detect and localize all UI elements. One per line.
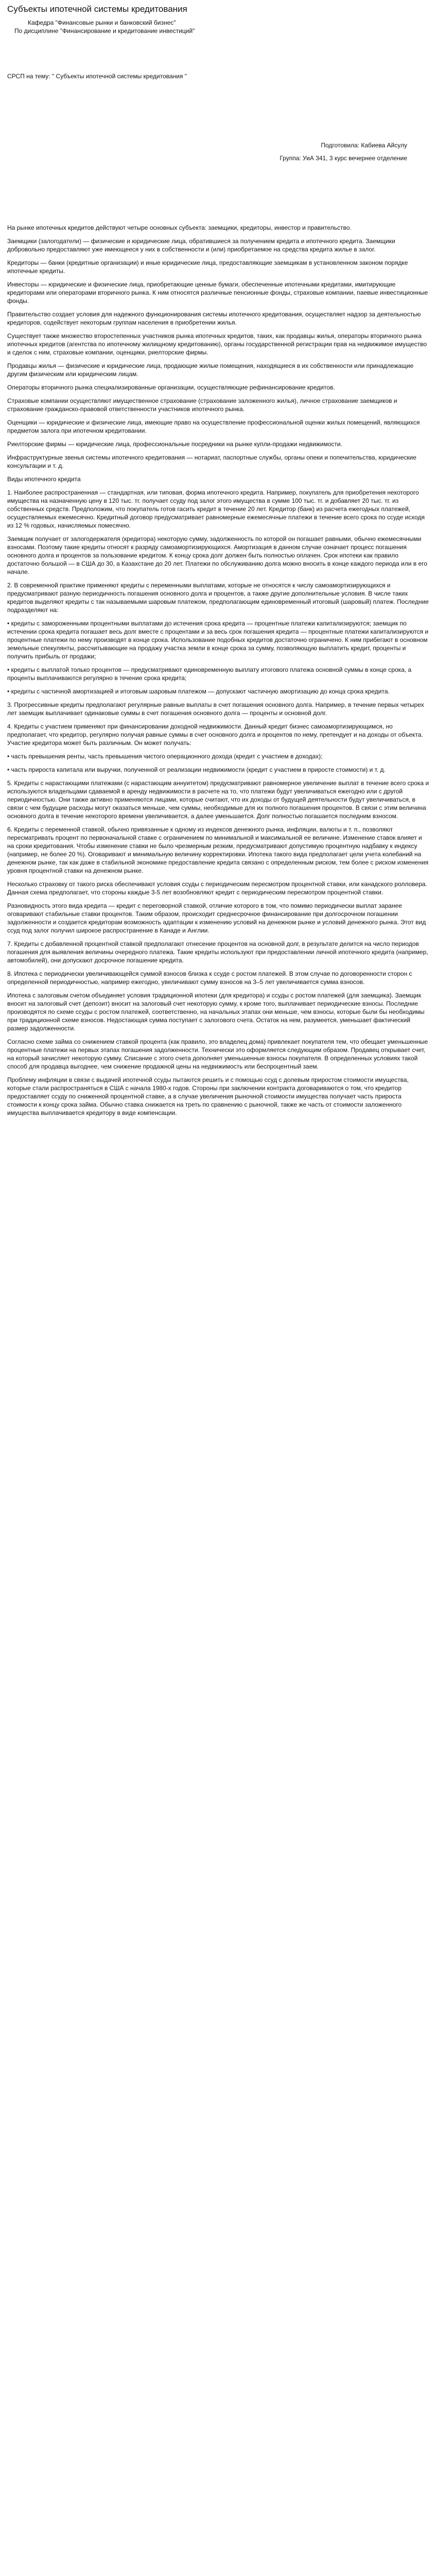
paragraph: Риелторские фирмы — юридические лица, профессиональные посредники на рынке купли-продажи недвижимости. — [7, 440, 342, 448]
paragraph: Инвесторы — юридические и физические лица, приобретающие ценные бумаги, обеспеченные ипотечными кредитами, имитирующие кредиторами или операторами вторичного рынка. К ним относятся различные пенсионные фонды, страховые компании, паевые инвестиционные фонды. — [7, 281, 428, 304]
paragraph: Продавцы жилья — физические и юридические лица, продающие жилые помещения, находящиеся в их собственности или принадлежащие другим физическим или юридическим лицам. — [7, 362, 414, 378]
list-item: • кредиты с замороженными процентными выплатами до истечения срока кредита — процентные платежи капитализируются; заемщик по истечении срока кредита погашает весь долг вместе с процентами и за весь срок погашения кредита — процентные платежи капитализируются и процентные платежи по нему производят в конце срока. Использование подобных кредитов достаточно ограничено. К ним прибегают в основном земельные спекулянты, рассчитывающие на продажу участка земли в конце срока за сумму, позволяющую выплатить кредит, проценты и получить прибыль от продажи; — [7, 620, 429, 660]
paragraph: Страховые компании осуществляют имущественное страхование (страхование заложенного жилья), личное страхование заемщиков и страхование гражданско-правовой ответственности участников ипотечного рынка. — [7, 397, 397, 413]
document-page — [0, 0, 436, 1117]
paragraph: 4. Кредиты с участием применяют при финансировании доходной недвижимости. Данный кредит бизнес самоамортизирующимся, но предполагает, что кредитор, регулярно получая равные суммы в счет основного долга и процентов по нему, претендует и на доходы от объекта. Участие кредитора может быть различным. Он может получать: — [7, 723, 423, 747]
paragraph: Проблему инфляции в связи с выдачей ипотечной ссуды пытаются решить и с помощью ссуд с долевым приростом стоимости имущества, которые стали распространяться в США с начала 1980-х годов. Стороны при заключении контракта договариваются о том, что кредитор предоставляет ссуду по сниженной процентной ставке, а в случае увеличения рыночной стоимости имущества получает часть прироста стоимости к концу срока займа. Обычно ставка снижается на треть по сравнению с рыночной, также же часть от стоимости заложенного имущества выплачивается кредитору в виде компенсации. — [7, 1076, 409, 1116]
paragraph: Инфраструктурные звенья системы ипотечного кредитования — нотариат, паспортные службы, органы опеки и попечительства, юридические консультации и т. д. — [7, 454, 416, 469]
paragraph: Существует также множество второстепенных участников рынка ипотечных кредитов, таких, как продавцы жилья, операторы вторичного рынка ипотечных кредитов (агентства по ипотечному жилищному кредитованию), органы государственной регистрации прав на недвижимое имущество и сделок с ним, страховые компании, оценщики, риелторские фирмы. — [7, 332, 427, 356]
paragraph: Согласно схеме займа со снижением ставкой процента (как правило, это владелец дома) привлекает покупателя тем, что обещает уменьшенные процентные платежи на первых этапах погашения задолженности. Технически это оформляется следующим образом. Продавец открывает счет, на который зачисляет некоторую сумму. Списание с этого счета дополняет уменьшенные взносы покупателя. В определенных условиях такой способ для продавца выгоднее, чем снижение продажной цены на недвижимость или беспроцентный заем. — [7, 1038, 428, 1070]
group-line: Группа: УиА 341, 3 курс вечернее отделение — [280, 155, 407, 162]
list-item: • часть превышения ренты, часть превышения чистого операционного дохода (кредит с участием в доходах); — [7, 753, 323, 760]
section-heading: Виды ипотечного кредита — [7, 476, 81, 483]
list-item: • часть прироста капитала или выручки, полученной от реализации недвижимости (кредит с участием в приросте стоимости) и т. д. — [7, 766, 386, 773]
paragraph: На рынке ипотечных кредитов действуют четыре основных субъекта: заемщики, кредиторы, инвестор и правительство. — [7, 224, 352, 231]
discipline-line: По дисциплине "Финансирование и кредитование инвестиций" — [14, 27, 195, 35]
paragraph: 6. Кредиты с переменной ставкой, обычно привязанные к одному из индексов денежного рынка, инфляции, валюты и т. п., позволяют пересматривать процент по первоначальной ставке с ограничением по минимальной и максимальной ее величине. Изменение ставок влияет и на сроки кредитования. Чтобы изменение ставки не было чрезмерным резким, предусматривают допустимую процентную надбавку к индексу (например, не более 20 %). Оговаривают и минимальную величину корректировки. Ипотека такого вида предполагает цели учета колебаний на денежном рынке, так как даже в стабильной экономике предоставление кредита связано с определенным риском, тем более с риском изменения уровня процентной ставки на денежном рынке. — [7, 826, 429, 874]
paragraph: Заемщики (залогодатели) — физические и юридические лица, обратившиеся за получением кредита и ипотечного кредита. Заемщики добровольно предоставляют уже имеющееся у них в собственности и (или) приобретаемое на средства кредита жилье в залог. — [7, 238, 395, 253]
paragraph: 5. Кредиты с нарастающими платежами (с нарастающим аннуитетом) предусматривают равномерное увеличение выплат в течение всего срока и используются владельцами сдаваемой в аренду недвижимости в расчете на то, что платежи будут увеличиваться ежегодно или с другой периодичностью. Они также активно применяются лицами, которые считают, что их доходы от будущей деятельности будут увеличиваться, в связи с чем будущие расходы могут оказаться меньше, чем суммы, необходимые для их полного погашения процентов. В связи с этим величина основного долга в течение некоторого времени увеличивается, а далее уменьшается. Долг полностью погашается последним взносом. — [7, 779, 429, 820]
prepared-by: Подготовила: Кабиева Айсулу — [321, 142, 407, 149]
list-item: • кредиты с частичной амортизацией и итоговым шаровым платежом — допускают частичную амортизацию до конца срока кредита. — [7, 688, 390, 695]
paragraph: 3. Прогрессивные кредиты предполагают регулярные равные выплаты в счет погашения основного долга. Например, в течение первых четырех лет заемщик выплачивает одинаковые суммы в счет погашения основного долга — проценты и основной долг. — [7, 701, 424, 717]
paragraph: Ипотека с залоговым счетом объединяет условия традиционной ипотеки (для кредитора) и ссуды с ростом платежей (для заемщика). Заемщик вносит на залоговый счет (депозит) вносит на залоговый счет некоторую сумму, к кроме того, выплачивает периодические взносы. Последние производятся по схеме ссуды с ростом платежей, соответственно, на начальных этапах они меньше, чем взносы, которые были бы необходимы при традиционной схеме взносов. Недостающая сумма поступает с залогового счета. Остаток на нем, разумеется, уменьшает фактический размер задолженности. — [7, 992, 425, 1032]
paragraph: 1. Наиболее распространенная — стандартная, или типовая, форма ипотечного кредита. Например, покупатель для приобретения некоторого имущества на назначенную цену в 120 тыс. тг. получает ссуду под залог этого имущества в сумме 100 тыс. тг. и добавляет 20 тыс. тг. из собственных средств. Предположим, что покупатель готов гасить кредит в течение 20 лет. Кредитор (банк) из расчета ежегодных платежей, осуществляемых ежемесячно. Кредитный договор предусматривает равномерные ежемесячные платежи в течение всего срока по ссуде исходя из 12 % годовых, начисляемых помесячно. — [7, 489, 425, 529]
paragraph: 7. Кредиты с добавленной процентной ставкой предполагают отнесение процентов на основной долг, в результате делится на число периодов погашения для выявления величины очередного платежа. Такие кредиты используют при предоставлении личной ипотечного кредита (например, автомобилей), они допускают досрочное погашение кредита. — [7, 940, 428, 964]
department-line: Кафедра "Финансовые рынки и банковский бизнес" — [28, 19, 176, 26]
paragraph: Оценщики — юридические и физические лица, имеющие право на осуществление профессиональной оценки жилых помещений, являющихся предметом залога при ипотечном кредитовании. — [7, 419, 420, 434]
document-title: Субъекты ипотечной системы кредитования — [7, 4, 187, 14]
paragraph: 8. Ипотека с периодически увеличивающейся суммой взносов близка к ссуде с ростом платежей. В этом случае по договоренности сторон с определенной периодичностью, например ежегодно, увеличивают сумму взносов на 3–5 лет увеличивается сумма взносов. — [7, 970, 412, 986]
paragraph: Заемщик получает от залогодержателя (кредитора) некоторую сумму, задолженность по которой он погашает равными, обычно ежемесячными взносами. Поэтому такие кредиты относят к разряду самоамортизирующихся. Амортизация в данном случае означает процесс погашения основного долга и процентов за пользование кредитом. К концу срока долг должен быть полностью оплачен. Срок ипотеки как правило достаточно большой — в США до 30, а Казахстане до 20 лет. Платежи по обслуживанию долга можно вносить в конце каждого периода или в его начале. — [7, 535, 427, 575]
document-body — [7, 224, 430, 1117]
list-item: • кредиты с выплатой только процентов — предусматривают единовременную выплату итогового платежа основной суммы в конце срока, а проценты выплачиваются регулярно в течение срока кредита; — [7, 666, 412, 682]
paragraph: 2. В современной практике применяют кредиты с переменными выплатами, которые не относятся к числу самоамортизирующихся и предусматривают разную периодичность погашения основного долга и процентов, а также другие дополнительные условия. В числе таких кредитов выделяют кредиты с так называемыми шаровым платежом, предполагающим единовременный итоговый (шаровый) платеж. Последние подразделяют на: — [7, 582, 429, 614]
paragraph: Правительство создает условия для надежного функционирования системы ипотечного кредитования, осуществляет надзор за деятельностью кредиторов, содействует некоторым группам населения в приобретении жилья. — [7, 311, 421, 326]
paragraph: Несколько страховку от такого риска обеспечивают условия ссуды с периодическим пересмотром процентной ставки, или канадского ролловера. Данная схема предполагает, что стороны каждые 3-5 лет возобновляют кредит с периодическим пересмотром процентной ставки. — [7, 880, 427, 896]
topic-line: СРСП на тему: " Субъекты ипотечной системы кредитования " — [7, 73, 187, 80]
paragraph: Операторы вторичного рынка специализированные организации, осуществляющие рефинансирование кредитов. — [7, 384, 335, 391]
paragraph: Кредиторы — банки (кредитные организации) и иные юридические лица, предоставляющие заемщикам в установленном законом порядке ипотечные кредиты. — [7, 259, 408, 275]
paragraph: Разновидность этого вида кредита — кредит с переговорной ставкой, отличие которого в том, что помимо периодически выплат заранее оговаривают стабильные ставки процентов. Таким образом, происходит среднесрочное финансирование при долгосрочном погашении задолженности и создается кредиторам возможность адаптации к изменению условий на денежном рынке и условий денежного рынка. Этот вид ссуд под залог получил широкое распространение в Канаде и Англии. — [7, 902, 426, 934]
